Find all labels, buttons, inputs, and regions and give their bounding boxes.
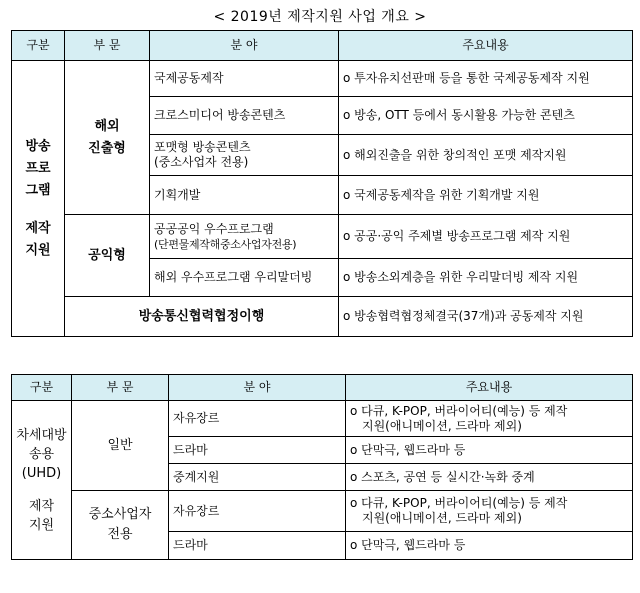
table-row	[12, 491, 633, 532]
header-section: 부 문	[65, 31, 150, 61]
content-cell: o 방송협력협정체결국(37개)과 공동제작 지원	[339, 297, 633, 337]
content-cell: o 단막극, 웹드라마 등	[346, 532, 633, 560]
group-cell: 방송 프로 그램 제작 지원	[12, 61, 65, 337]
header-field: 분 야	[150, 31, 339, 61]
table-header-row	[12, 31, 633, 61]
table-row	[12, 61, 633, 97]
group-cell: 차세대방 송용 (UHD) 제작 지원	[12, 401, 72, 560]
section-cell-small-business: 중소사업자 전용	[72, 491, 169, 560]
field-cell: 국제공동제작	[150, 61, 339, 97]
table-header-row	[12, 375, 633, 401]
header-content: 주요내용	[339, 31, 633, 61]
table-row	[12, 401, 633, 437]
table-uhd-program	[11, 374, 633, 560]
section-cell-overseas: 해외 진출형	[65, 61, 150, 215]
content-cell: o 단막극, 웹드라마 등	[346, 437, 633, 464]
field-cell: 중계지원	[169, 464, 346, 491]
header-section: 부 문	[72, 375, 169, 401]
header-content: 주요내용	[346, 375, 633, 401]
table-broadcast-program	[11, 30, 633, 337]
content-cell: o 방송, OTT 등에서 동시활용 가능한 콘텐츠	[339, 97, 633, 135]
content-cell: o 국제공동제작을 위한 기획개발 지원	[339, 176, 633, 215]
field-cell: 해외 우수프로그램 우리말더빙	[150, 259, 339, 297]
page-title: < 2019년 제작지원 사업 개요 >	[213, 9, 427, 25]
field-cell: 드라마	[169, 437, 346, 464]
field-cell: 드라마	[169, 532, 346, 560]
content-cell: o 방송소외계층을 위한 우리말더빙 제작 지원	[339, 259, 633, 297]
content-cell: o 다큐, K-POP, 버라이어티(예능) 등 제작 지원(애니메이션, 드라마 제외)	[346, 491, 633, 532]
content-cell: o 해외진출을 위한 창의적인 포맷 제작지원	[339, 135, 633, 176]
content-cell: o 다큐, K-POP, 버라이어티(예능) 등 제작 지원(애니메이션, 드라마 제외)	[346, 401, 633, 437]
field-cell: 포맷형 방송콘텐츠 (중소사업자 전용)	[150, 135, 339, 176]
content-cell: o 투자유치선판매 등을 통한 국제공동제작 지원	[339, 61, 633, 97]
header-category: 구분	[12, 375, 72, 401]
table-row	[12, 297, 633, 337]
header-category: 구분	[12, 31, 65, 61]
table-row	[12, 215, 633, 259]
field-cell: 자유장르	[169, 491, 346, 532]
section-cell-general: 일반	[72, 401, 169, 491]
field-cell: 기획개발	[150, 176, 339, 215]
field-cell: 자유장르	[169, 401, 346, 437]
content-cell: o 스포츠, 공연 등 실시간·녹화 중계	[346, 464, 633, 491]
treaty-cell: 방송통신협력협정이행	[65, 297, 339, 337]
field-cell: 공공공익 우수프로그램 (단편물제작해중소사업자전용)	[150, 215, 339, 259]
section-cell-public: 공익형	[65, 215, 150, 297]
content-cell: o 공공·공익 주제별 방송프로그램 제작 지원	[339, 215, 633, 259]
header-field: 분 야	[169, 375, 346, 401]
field-cell: 크로스미디어 방송콘텐츠	[150, 97, 339, 135]
